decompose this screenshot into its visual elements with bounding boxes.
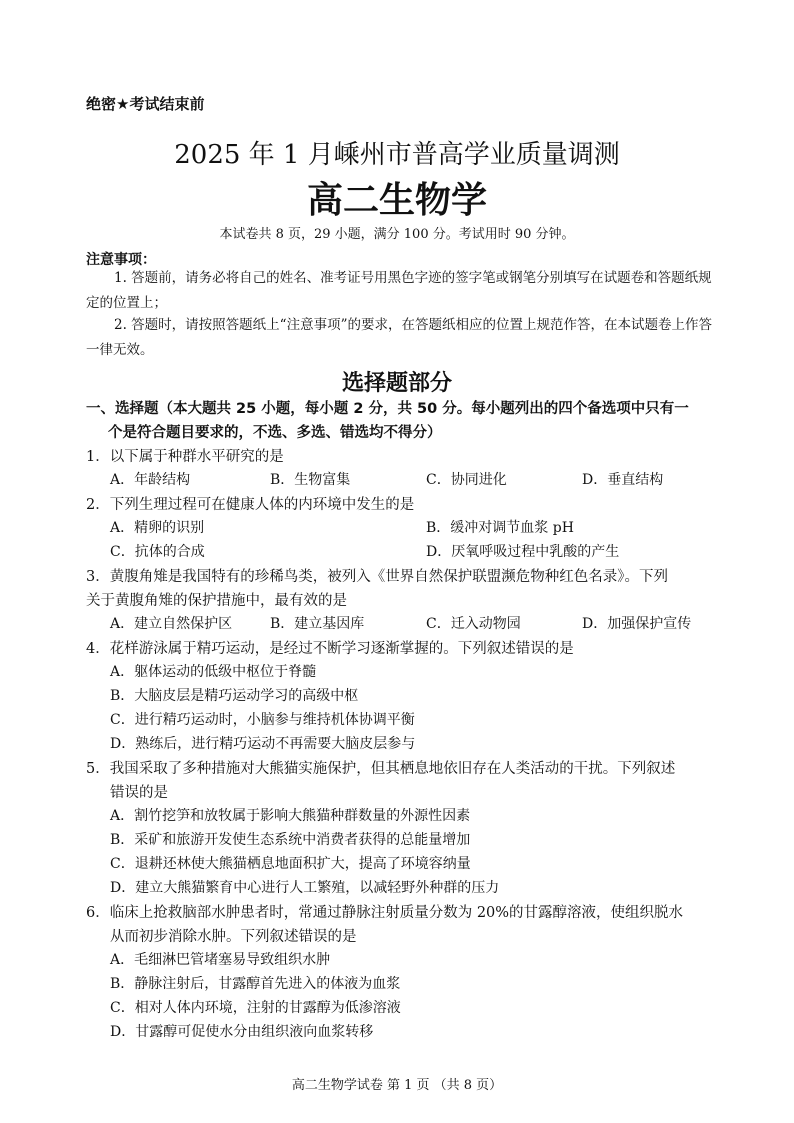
question-3-option-c: C．迁入动物园 (426, 616, 521, 632)
subject-title: 高二生物学 (306, 180, 487, 221)
question-4-option-d: D．熟练后，进行精巧运动不再需要大脑皮层参与 (110, 736, 416, 752)
question-1-option-b: B．生物富集 (270, 472, 351, 488)
question-6-option-a: A．毛细淋巴管堵塞易导致组织水肿 (110, 952, 331, 968)
question-1-stem: 1．以下属于种群水平研究的是 (86, 449, 284, 465)
page-footer: 高二生物学试卷 第 1 页 （共 8 页） (291, 1078, 503, 1093)
question-3-option-a: A．建立自然保护区 (110, 616, 233, 632)
question-5-stem-line-2: 错误的是 (110, 785, 168, 801)
question-4-option-a: A．躯体运动的低级中枢位于脊髓 (110, 664, 317, 680)
question-5-option-b: B．采矿和旅游开发使生态系统中消费者获得的总能量增加 (110, 832, 471, 848)
exam-title: 2025 年 1 月嵊州市普高学业质量调测 (174, 140, 620, 170)
question-4-option-b: B．大脑皮层是精巧运动学习的高级中枢 (110, 688, 359, 704)
part-heading-line-2: 个是符合题目要求的，不选、多选、错选均不得分） (108, 425, 442, 441)
question-1-option-c: C．协同进化 (426, 472, 507, 488)
question-2-option-a: A．精卵的识别 (110, 520, 205, 536)
secret-label: 绝密★考试结束前 (86, 95, 205, 113)
question-4-stem: 4．花样游泳属于精巧运动，是经过不断学习逐渐掌握的。下列叙述错误的是 (86, 641, 574, 657)
question-6-option-b: B．静脉注射后，甘露醇首先进入的体液为血浆 (110, 976, 401, 992)
question-3-stem-line-2: 关于黄腹角雉的保护措施中，最有效的是 (86, 593, 347, 609)
question-3-stem-line-1: 3．黄腹角雉是我国特有的珍稀鸟类，被列入《世界自然保护联盟濒危物种红色名录》。下列 (86, 569, 668, 585)
question-6-option-c: C．相对人体内环境，注射的甘露醇为低渗溶液 (110, 1000, 401, 1016)
question-6-option-d: D．甘露醇可促使水分由组织液向血浆转移 (110, 1024, 374, 1040)
exam-info: 本试卷共 8 页，29 小题，满分 100 分。考试用时 90 分钟。 (219, 227, 575, 242)
question-3-option-b: B．建立基因库 (270, 616, 365, 632)
question-2-stem: 2．下列生理过程可在健康人体的内环境中发生的是 (86, 497, 415, 513)
question-2-option-d: D．厌氧呼吸过程中乳酸的产生 (426, 544, 620, 560)
question-1-option-a: A．年龄结构 (110, 472, 191, 488)
question-5-option-a: A．割竹挖笋和放牧属于影响大熊猫种群数量的外源性因素 (110, 808, 471, 824)
question-3-option-d: D．加强保护宣传 (582, 616, 692, 632)
question-6-stem-line-2: 从而初步消除水肿。下列叙述错误的是 (110, 929, 357, 945)
part-heading-line-1: 一、选择题（本大题共 25 小题，每小题 2 分，共 50 分。每小题列出的四个备选项中只有一 (86, 401, 689, 417)
notice-heading: 注意事项： (86, 252, 156, 268)
question-5-option-c: C．退耕还林使大熊猫栖息地面积扩大，提高了环境容纳量 (110, 856, 471, 872)
question-2-option-b: B．缓冲对调节血浆 pH (426, 520, 574, 536)
question-1-option-d: D．垂直结构 (582, 472, 664, 488)
notice-item-2: 2. 答题时，请按照答题纸上“注意事项”的要求，在答题纸相应的位置上规范作答，在本试题卷上作答一律无效。 (86, 317, 712, 358)
question-2-option-c: C．抗体的合成 (110, 544, 205, 560)
section-title: 选择题部分 (341, 371, 452, 396)
question-5-stem-line-1: 5．我国采取了多种措施对大熊猫实施保护，但其栖息地依旧存在人类活动的干扰。下列叙述 (86, 761, 676, 777)
question-4-option-c: C．进行精巧运动时，小脑参与维持机体协调平衡 (110, 712, 415, 728)
question-6-stem-line-1: 6．临床上抢救脑部水肿患者时，常通过静脉注射质量分数为 20%的甘露醇溶液，使组织脱水 (86, 905, 684, 921)
notice-item-1: 1. 答题前，请务必将自己的姓名、准考证号用黑色字迹的签字笔或钢笔分别填写在试题卷和答题纸规定的位置上； (86, 270, 712, 311)
question-5-option-d: D．建立大熊猫繁育中心进行人工繁殖，以减轻野外种群的压力 (110, 880, 500, 896)
